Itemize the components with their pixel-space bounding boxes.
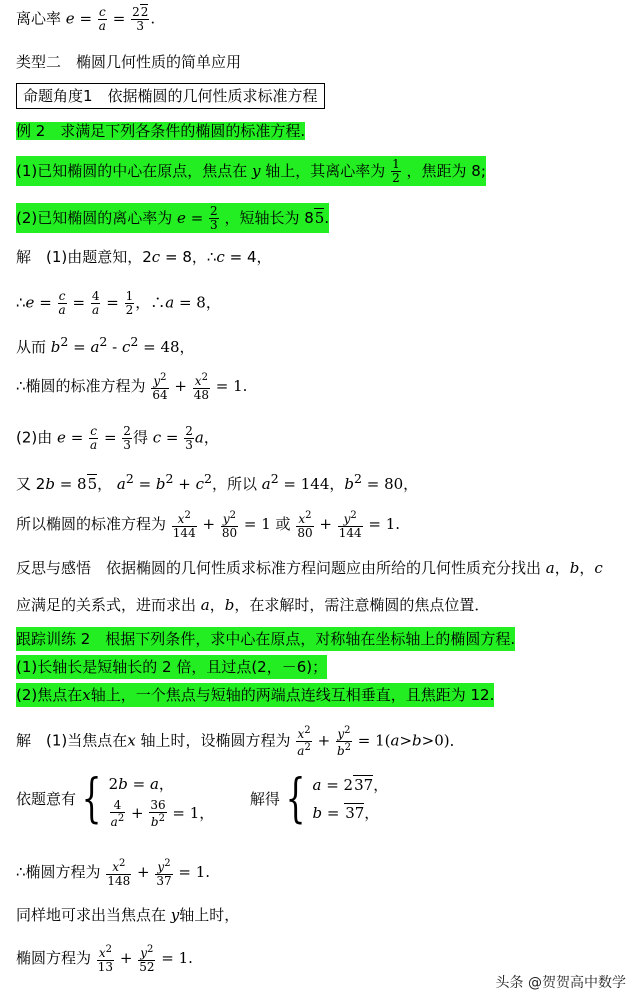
text: 又 2: [16, 475, 46, 493]
text: 或: [275, 515, 291, 534]
training-part2: (2)焦点在x轴上，一个焦点与短轴的两端点连线互相垂直，且焦距为 12.: [16, 688, 494, 703]
highlight: (1)长轴长是短轴长的 2 倍，且过点(2，－6)；: [16, 655, 327, 679]
text: (2)焦点在: [16, 686, 83, 704]
text: 椭圆方程为: [16, 949, 92, 968]
reflection-line2: 应满足的关系式，进而求出 a，b，在求解时，需注意椭圆的焦点位置．: [16, 596, 490, 614]
ellipse-eq1: ∴椭圆方程为 $\frac{x^2}{148}$ + $\frac{y^2}{37}$ = 1.: [16, 858, 211, 889]
highlight: 跟踪训练 2 根据下列条件，求中心在原点，对称轴在坐标轴上的椭圆方程.: [16, 627, 515, 651]
text: 应满足的关系式，进而求出: [16, 596, 197, 614]
reflection-line1: 反思与感悟 依据椭圆的几何性质求标准方程问题应由所给的几何性质充分找出 a，b，c: [16, 559, 603, 577]
training-title: [16, 632, 515, 647]
text: = 1(: [357, 731, 391, 750]
text: 所以椭圆的标准方程为: [16, 515, 167, 534]
text: ∴椭圆的标准方程为: [16, 377, 146, 396]
solution-line6: 又 2b = 85， $a^2 = b^2 + c^2$，所以 $a^2 = 144$，$b^2 = 80$，: [16, 471, 419, 493]
text: 轴上时，: [179, 906, 240, 924]
text: 离心率: [16, 9, 62, 28]
text: = 4，: [229, 248, 272, 266]
text: 轴上，一个焦点与短轴的两端点连线互相垂直，且焦距为 12.: [90, 686, 495, 704]
solution2-line1: 解 (1)当焦点在x 轴上时，设椭圆方程为 $\frac{x^2}{a^2}$ + $\frac{y^2}{b^2}$ = 1(a>b>0)．: [16, 725, 465, 759]
text: ，焦距为 8;: [406, 161, 486, 180]
solution-line1: 解 (1)由题意知，2c = 8，∴c = 4，: [16, 248, 272, 266]
text: >0)．: [421, 731, 465, 750]
solution-line3: 从而 $b^2 = a^2 - c^2 = 48$，: [16, 334, 195, 356]
text: 依题意有: [16, 789, 77, 808]
text: ∴椭圆方程为: [16, 863, 101, 882]
solution-line2: ∴e = $\frac{c}{a}$ = $\frac{4}{a}$ = $\frac{1}{2}$ ，∴a = 8，: [16, 289, 221, 318]
text: 轴上时，设椭圆方程为: [140, 731, 291, 750]
text: 解得: [249, 789, 280, 808]
angle-box: 命题角度1 依据椭圆的几何性质求标准方程: [16, 83, 325, 109]
example-part2: (2)已知椭圆的离心率为 e = $\frac{2}{3}$ ，短轴长为 85.: [16, 204, 330, 233]
solution-line5: (2)由 e = $\frac{c}{a}$ = $\frac{2}{3}$ 得 c = $\frac{2}{3}$ a，: [16, 424, 219, 453]
text: ，所以: [211, 475, 257, 493]
example-part1: (1)已知椭圆的中心在原点，焦点在 y 轴上，其离心率为 $\frac{1}{2}$ ，焦距为 8;: [16, 157, 486, 186]
eccentricity-line: 离心率 e = $\frac{c}{a}$ = $\frac{22}{3}$ .: [16, 5, 156, 34]
solution-line7: 所以椭圆的标准方程为 $\frac{x^2}{144}$ + $\frac{y^2}{80}$ = 1 或 $\frac{x^2}{80}$ + $\frac{y^2}{144}$ = 1.: [16, 510, 401, 541]
watermark: 头条 @贺贺高中数学: [495, 975, 626, 991]
text: 轴上，其离心率为: [265, 161, 386, 180]
text: >: [399, 731, 413, 750]
text: 同样地可求出当焦点在: [16, 906, 167, 924]
text: 解 (1)由题意知，2: [16, 248, 152, 266]
text: 从而: [16, 338, 47, 356]
solution-line4: ∴椭圆的标准方程为 $\frac{y^2}{64}$ + $\frac{x^2}{48}$ = 1.: [16, 372, 248, 403]
section-title: 类型二 椭圆几何性质的简单应用: [16, 53, 242, 71]
training-part1: [16, 660, 327, 675]
text: (2)由: [16, 428, 53, 447]
ellipse-eq2: 椭圆方程为 $\frac{x^2}{13}$ + $\frac{y^2}{52}$ = 1.: [16, 944, 193, 975]
text: = 8，∴: [164, 248, 217, 266]
text: 反思与感悟 依据椭圆的几何性质求标准方程问题应由所给的几何性质充分找出: [16, 559, 542, 577]
text: ，短轴长为 8: [224, 208, 314, 227]
text: 解 (1)当焦点在: [16, 731, 128, 750]
text: 得: [132, 428, 148, 447]
text: (2)已知椭圆的离心率为: [16, 208, 173, 227]
highlight: 例 2 求满足下列各条件的椭圆的标准方程.: [16, 122, 306, 140]
system-line: 依题意有 { 2b = a， $\frac{4}{a^2}$ + $\frac{36}{b^2}$ = 1， 解得 { a = 237， b = 37，: [16, 769, 389, 830]
example-title: [16, 124, 305, 139]
angle-box-wrap: [16, 89, 325, 104]
same-line: 同样地可求出当焦点在 y轴上时，: [16, 906, 240, 924]
text: ，在求解时，需注意椭圆的焦点位置．: [234, 596, 490, 614]
text: (1)已知椭圆的中心在原点，焦点在: [16, 161, 248, 180]
